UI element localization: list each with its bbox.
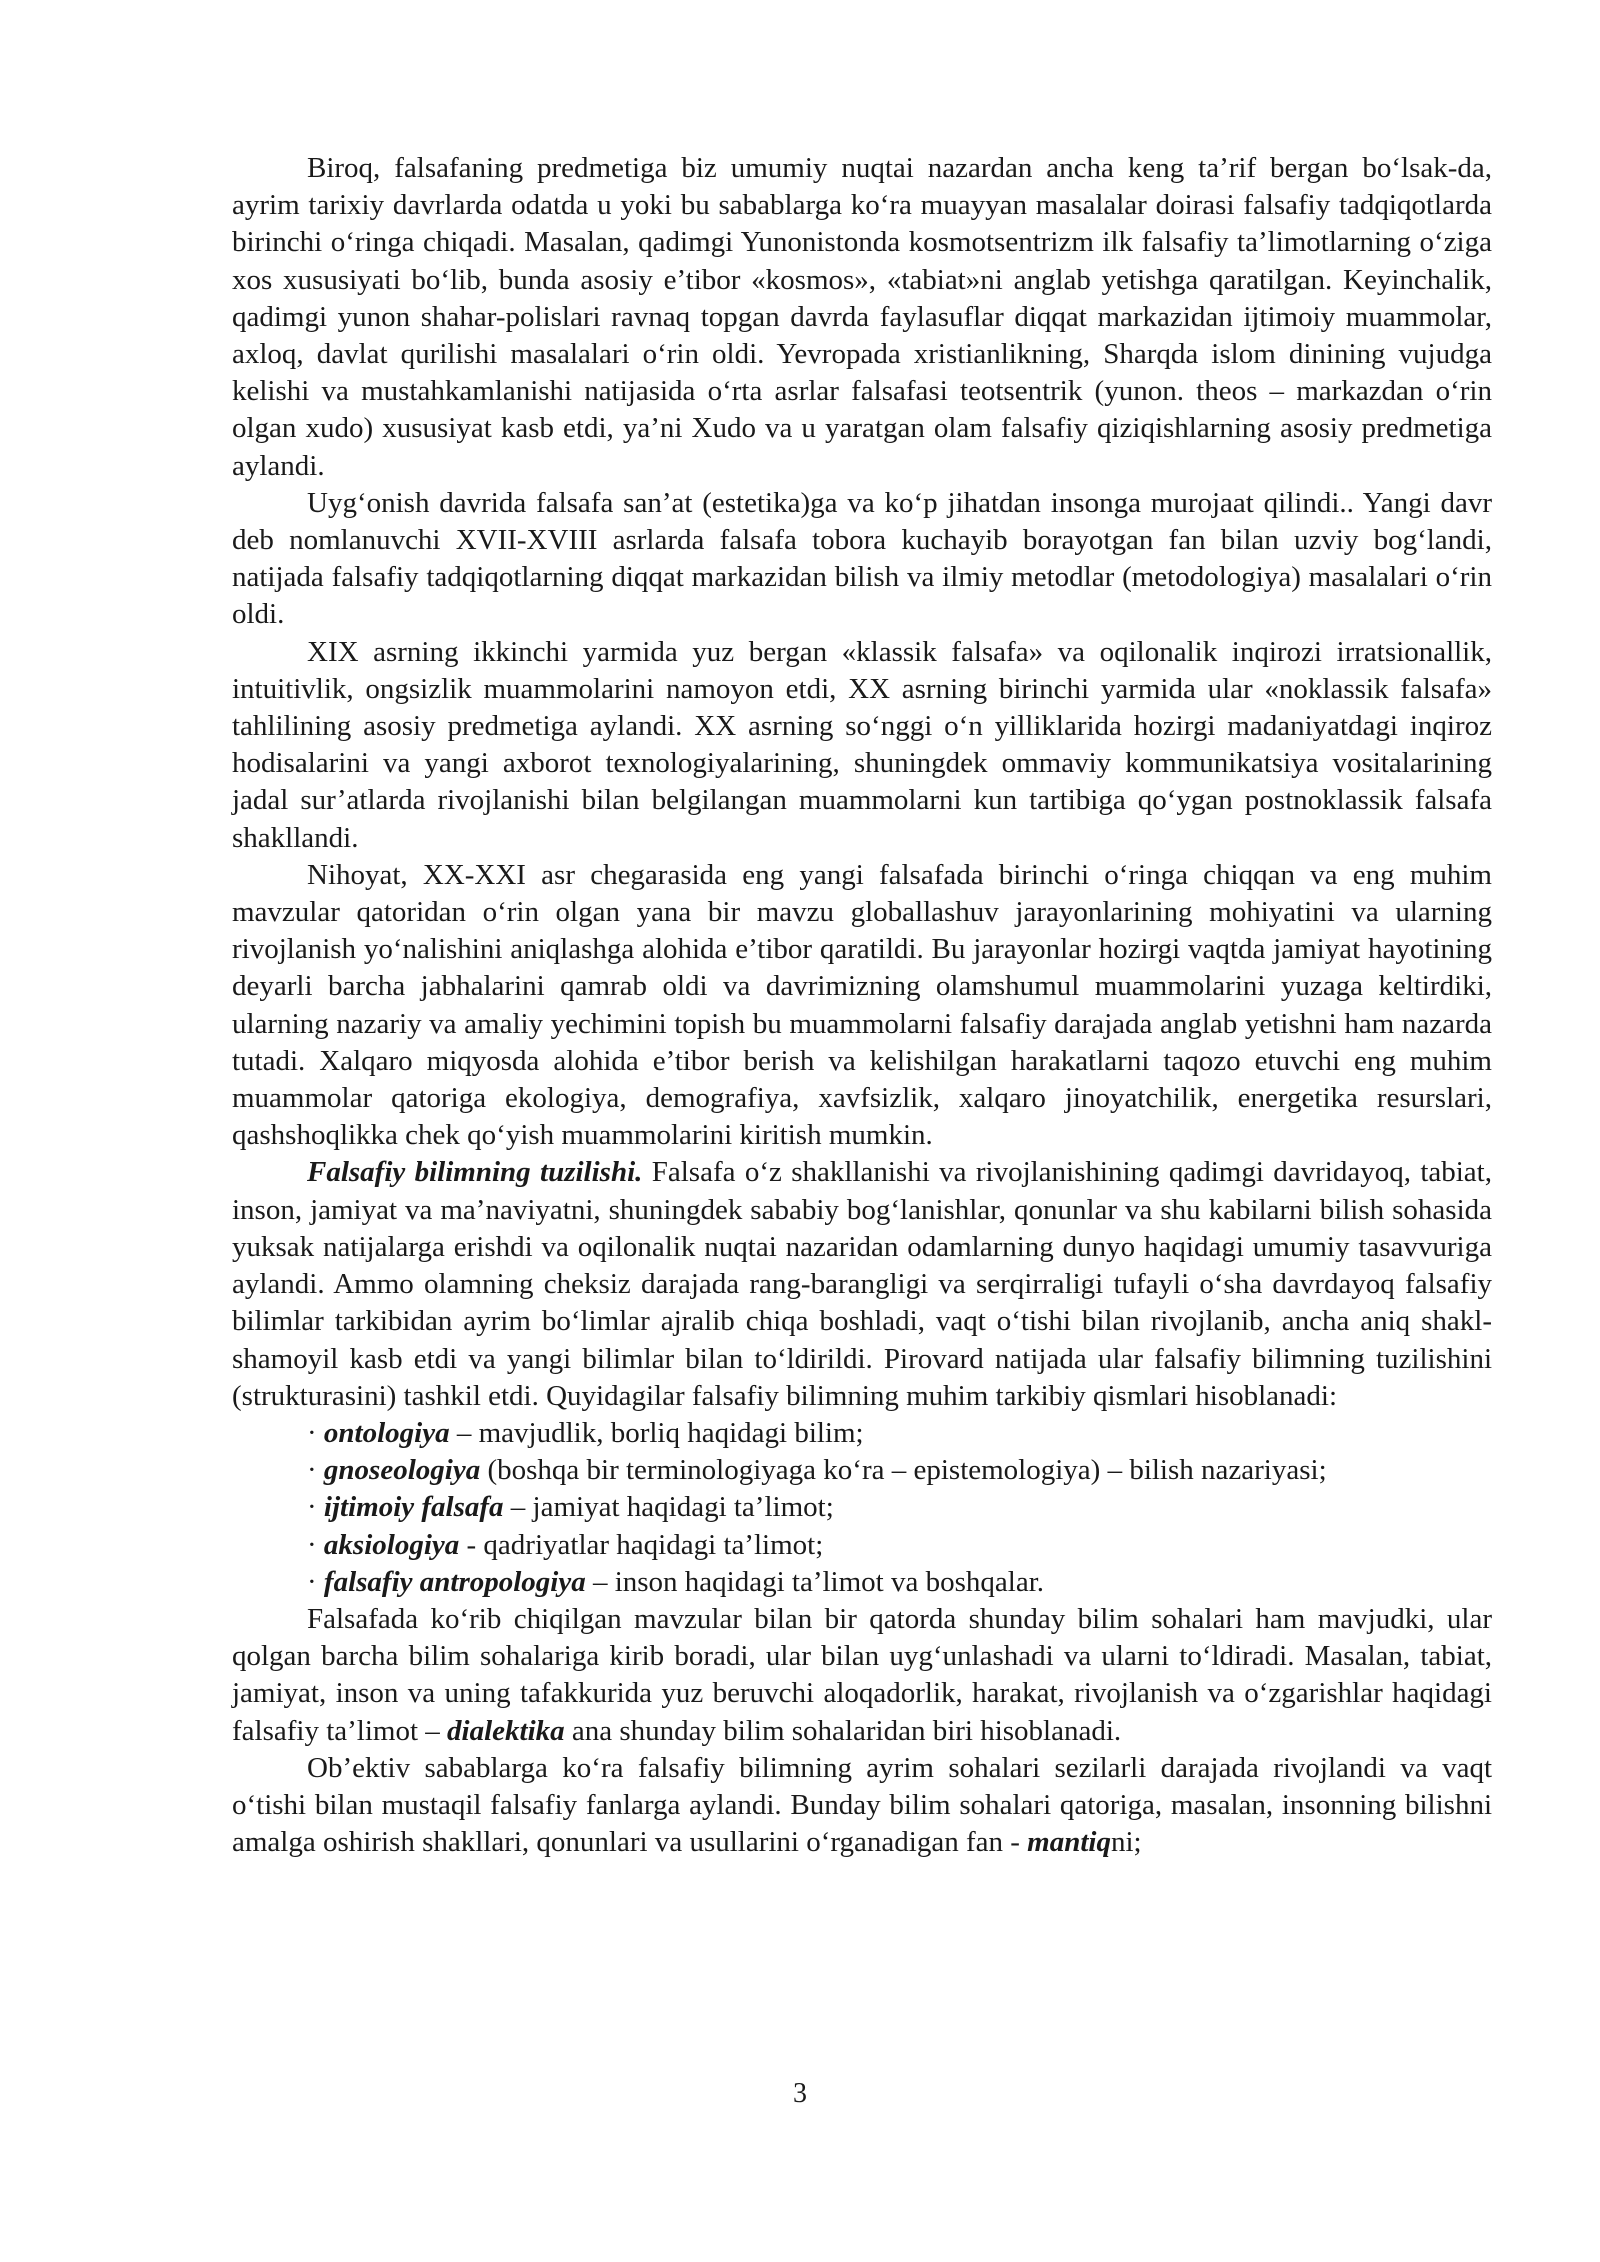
page-body: [232, 150, 1492, 1861]
paragraph-xix-century: XIX asrning ikkinchi yarmida yuz bergan «klassik falsafa» va oqilonalik inqirozi irratsionallik, intuitivlik, ongsizlik muammolarini namoyon etdi, XX asrning birinchi yarmida ular «noklassik falsafa» tahlilining asosiy predmetiga aylandi. XX asrning soʻnggi oʻn yilliklarida hozirgi madaniyatdagi inqiroz hodisalarini va yangi axborot texnologiyalarining, shuningdek ommaviy kommunikatsiya vositalarining jadal sur’atlarda rivojlanishi bilan belgilangan muammolarni kun tartibiga qoʻygan postnoklassik falsafa shakllandi.: [232, 635, 1492, 854]
page-number: 3: [793, 2078, 807, 2109]
list-text: – mavjudlik, borliq haqidagi bilim;: [449, 1416, 864, 1449]
list-term: gnoseologiya: [323, 1454, 481, 1487]
bullet-marker: ·: [307, 1565, 324, 1598]
dialectics-term: dialektika: [447, 1714, 565, 1747]
list-text: – jamiyat haqidagi ta’limot;: [503, 1491, 834, 1524]
list-text: – inson haqidagi ta’limot va boshqalar.: [585, 1565, 1044, 1598]
list-item: [232, 1527, 1492, 1564]
paragraph-logic: [232, 1750, 1492, 1862]
dialectics-text-after: ana shunday bilim sohalaridan biri hisoblanadi.: [564, 1714, 1122, 1747]
list-term: aksiologiya: [323, 1528, 460, 1561]
bullet-marker: ·: [307, 1454, 324, 1487]
paragraph-globalization: Nihoyat, XX-XXI asr chegarasida eng yangi falsafada birinchi oʻringa chiqqan va eng muhim mavzular qatoridan oʻrin olgan yana bir mavzu globallashuv jarayonlarining mohiyatini va ularning rivojlanish yoʻnalishini aniqlashga alohida e’tibor qaratildi. Bu jarayonlar hozirgi vaqtda jamiyat hayotining deyarli barcha jabhalarini qamrab oldi va davrimizning olamshumul muammolarini yuzaga keltirdiki, ularning nazariy va amaliy yechimini topish bu muammolarni falsafiy darajada anglab yetishni ham nazarda tutadi. Xalqaro miqyosda alohida e’tibor berish va kelishilgan harakatlarni taqozo etuvchi eng muhim muammolar qatoriga ekologiya, demografiya, xavfsizlik, xalqaro jinoyatchilik, energetika resurslari, qashshoqlikka chek qoʻyish muammolarini kiritish mumkin.: [232, 858, 1492, 1152]
list-term: ontologiya: [323, 1416, 450, 1449]
bullet-marker: ·: [307, 1491, 324, 1524]
logic-text-before: Ob’ektiv sabablarga koʻra falsafiy bilimning ayrim sohalari sezilarli darajada rivojlandi va vaqt oʻtishi bilan mustaqil falsafiy fanlarga aylandi. Bunday bilim sohalari qatoriga, masalan, insonning bilishni amalga oshirish shakllari, qonunlari va usullarini oʻrganadigan fan -: [232, 1751, 1492, 1859]
dialectics-text-before: Falsafada koʻrib chiqilgan mavzular bilan bir qatorda shunday bilim sohalari ham mavjudki, ular qolgan barcha bilim sohalariga kirib boradi, ular bilan uygʻunlashadi va ularni toʻldiradi. Masalan, tabiat, jamiyat, inson va uning tafakkurida yuz beruvchi aloqadorlik, harakat, rivojlanish va oʻzgarishlar haqidagi falsafiy ta’limot –: [232, 1602, 1492, 1747]
paragraph-structure: [232, 1154, 1492, 1414]
paragraph-predmet: Biroq, falsafaning predmetiga biz umumiy nuqtai nazardan ancha keng ta’rif bergan boʻlsak-da, ayrim tarixiy davrlarda odatda u yoki bu sabablarga koʻra muayyan masalalar doirasi falsafiy tadqiqotlarda birinchi oʻringa chiqadi. Masalan, qadimgi Yunonistonda kosmotsentrizm ilk falsafiy ta’limotlarning oʻziga xos xususiyati boʻlib, bunda asosiy e’tibor «kosmos», «tabiat»ni anglab yetishga qaratilgan. Keyinchalik, qadimgi yunon shahar-polislari ravnaq topgan davrda faylasuflar diqqat markazidan ijtimoiy muammolar, axloq, davlat qurilishi masalalari oʻrin oldi. Yevropada xristianlikning, Sharqda islom dinining vujudga kelishi va mustahkamlanishi natijasida oʻrta asrlar falsafasi teotsentrik (yunon. theos – markazdan oʻrin olgan xudo) xususiyat kasb etdi, ya’ni Xudo va u yaratgan olam falsafiy qiziqishlarning asosiy predmetiga aylandi.: [232, 152, 1492, 482]
list-item: [232, 1415, 1492, 1452]
list-text: - qadriyatlar haqidagi ta’limot;: [459, 1528, 824, 1561]
list-term: ijtimoiy falsafa: [323, 1491, 504, 1524]
list-item: [232, 1489, 1492, 1526]
paragraph-renaissance: Uygʻonish davrida falsafa san’at (estetika)ga va koʻp jihatdan insonga murojaat qilindi.. Yangi davr deb nomlanuvchi XVII-XVIII asrlarda falsafa tobora kuchayib borayotgan fan bilan uzviy bogʻlandi, natijada falsafiy tadqiqotlarning diqqat markazidan bilish va ilmiy metodlar (metodologiya) masalalari oʻrin oldi.: [232, 486, 1492, 631]
list-term: falsafiy antropologiya: [323, 1565, 586, 1598]
list-item: [232, 1564, 1492, 1601]
bullet-marker: ·: [307, 1528, 324, 1561]
bullet-marker: ·: [307, 1416, 324, 1449]
structure-text: Falsafa oʻz shakllanishi va rivojlanishining qadimgi davridayoq, tabiat, inson, jamiyat va ma’naviyatni, shuningdek sababiy bogʻlanishlar, qonunlar va shu kabilarni bilish sohasida yuksak natijalarga erishdi va oqilonalik nuqtai nazaridan odamlarning dunyo haqidagi umumiy tasavvuriga aylandi. Ammo olamning cheksiz darajada rang-barangligi va serqirraligi tufayli oʻsha davrdayoq falsafiy bilimlar tarkibidan ayrim boʻlimlar ajralib chiqa boshladi, vaqt oʻtishi bilan rivojlanib, ancha aniq shakl-shamoyil kasb etdi va yangi bilimlar bilan toʻldirildi. Pirovard natijada ular falsafiy bilimning tuzilishini (strukturasini) tashkil etdi. Quyidagilar falsafiy bilimning muhim tarkibiy qismlari hisoblanadi:: [232, 1156, 1492, 1412]
list-text: (boshqa bir terminologiyaga koʻra – epistemologiya) – bilish nazariyasi;: [480, 1454, 1327, 1487]
paragraph-dialectics: [232, 1601, 1492, 1750]
list-item: [232, 1452, 1492, 1489]
section-heading: Falsafiy bilimning tuzilishi.: [307, 1156, 643, 1189]
logic-text-after: ni;: [1110, 1826, 1142, 1859]
logic-term: mantiq: [1027, 1826, 1111, 1859]
